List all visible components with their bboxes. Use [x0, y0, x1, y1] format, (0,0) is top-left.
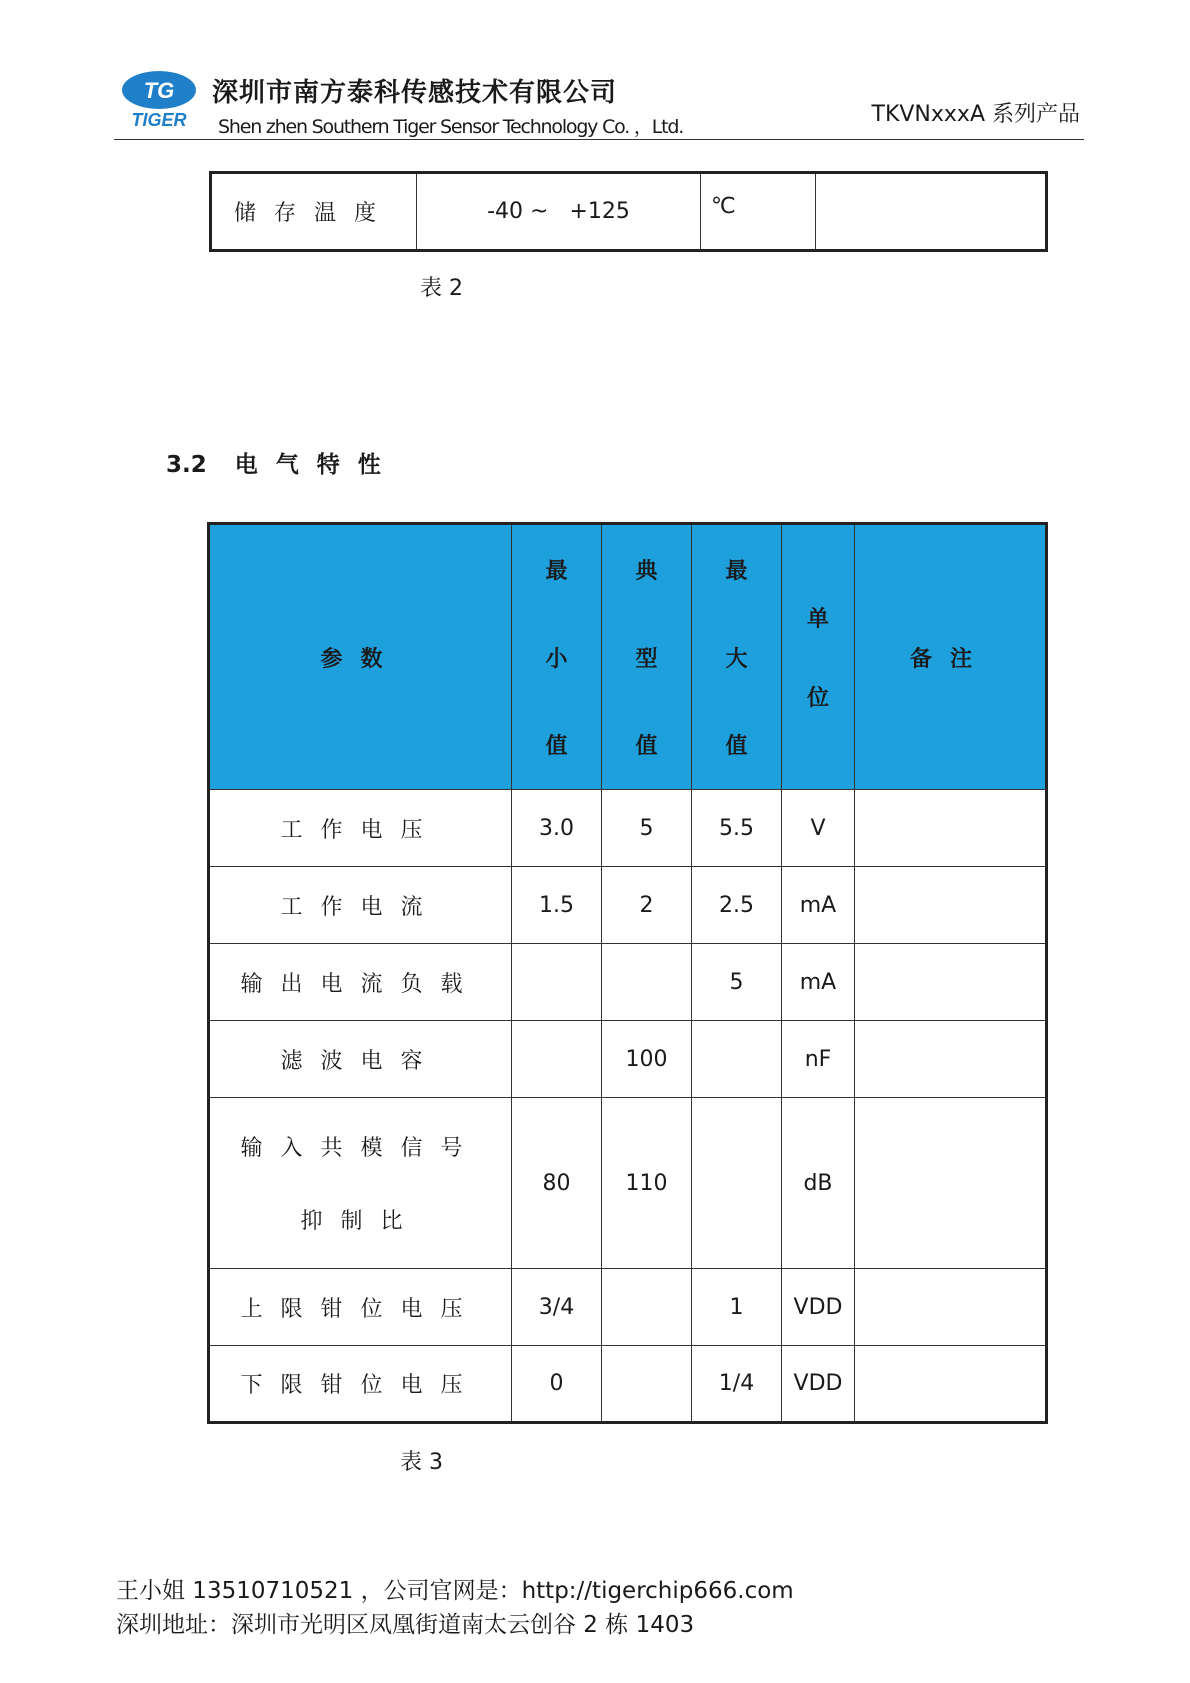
unit-cell: nF: [782, 1021, 855, 1098]
param-cell: 工作电压: [209, 790, 512, 867]
footer-address: 深圳地址：深圳市光明区凤凰街道南太云创谷 2 栋 1403: [116, 1612, 695, 1638]
min-cell: [512, 944, 602, 1021]
min-cell: 1.5: [512, 867, 602, 944]
section-number: 3.2: [166, 452, 207, 478]
unit-cell: dB: [782, 1098, 855, 1269]
typ-cell: [602, 944, 692, 1021]
svg-text:TIGER: TIGER: [131, 110, 187, 130]
table-row: [209, 1021, 1047, 1098]
typ-cell: 100: [602, 1021, 692, 1098]
electrical-characteristics-table: [207, 522, 1048, 1424]
section-heading: [166, 446, 399, 479]
param-cell: 输出电流负载: [209, 944, 512, 1021]
param-cell: 储存温度: [211, 173, 417, 251]
typ-cell: 5: [602, 790, 692, 867]
param-cell: 工作电流: [209, 867, 512, 944]
unit-cell: ℃: [701, 173, 816, 251]
param-line-1: 输入共模信号: [240, 1136, 481, 1161]
max-cell: [692, 1021, 782, 1098]
footer-contact: 王小姐 13510710521 ，公司官网是：http://tigerchip666.com: [116, 1578, 794, 1604]
table-header-row: [209, 524, 1047, 790]
header-min: 最 小 值: [512, 524, 602, 790]
unit-cell: mA: [782, 867, 855, 944]
value-cell: -40 ~ +125: [417, 173, 701, 251]
max-cell: [692, 1098, 782, 1269]
param-line-2: 抑制比: [300, 1209, 421, 1234]
header-param: 参数: [209, 524, 512, 790]
note-cell: [855, 790, 1047, 867]
note-cell: [855, 1346, 1047, 1423]
min-cell: 80: [512, 1098, 602, 1269]
header-typ: 典 型 值: [602, 524, 692, 790]
table-row: [211, 173, 1047, 251]
max-cell: 5: [692, 944, 782, 1021]
header-divider: [114, 139, 1084, 140]
param-cell: 滤波电容: [209, 1021, 512, 1098]
min-cell: 0: [512, 1346, 602, 1423]
table-caption: 表 3: [400, 1450, 443, 1475]
min-cell: [512, 1021, 602, 1098]
table-row: [209, 1346, 1047, 1423]
param-cell: 下限钳位电压: [209, 1346, 512, 1423]
unit-cell: mA: [782, 944, 855, 1021]
param-cell: 上限钳位电压: [209, 1269, 512, 1346]
typ-cell: 110: [602, 1098, 692, 1269]
typ-cell: [602, 1269, 692, 1346]
table-row: [209, 1098, 1047, 1269]
note-cell: [855, 1098, 1047, 1269]
max-cell: 1/4: [692, 1346, 782, 1423]
min-cell: 3.0: [512, 790, 602, 867]
tiger-logo: [116, 68, 202, 140]
unit-cell: VDD: [782, 1269, 855, 1346]
table-row: [209, 1269, 1047, 1346]
header-unit: 单 位: [782, 524, 855, 790]
table-row: [209, 790, 1047, 867]
note-cell: [855, 944, 1047, 1021]
company-name-cn: 深圳市南方泰科传感技术有限公司: [212, 78, 618, 108]
max-cell: 2.5: [692, 867, 782, 944]
section-title: 电气特性: [234, 452, 399, 478]
storage-temp-table: [209, 171, 1048, 252]
note-cell: [816, 173, 1047, 251]
product-line-label: TKVNxxxA 系列产品: [871, 102, 1080, 127]
table-caption: 表 2: [420, 276, 463, 301]
max-cell: 1: [692, 1269, 782, 1346]
min-cell: 3/4: [512, 1269, 602, 1346]
svg-text:TG: TG: [143, 78, 175, 103]
header-max: 最 大 值: [692, 524, 782, 790]
max-cell: 5.5: [692, 790, 782, 867]
typ-cell: 2: [602, 867, 692, 944]
header-note: 备注: [855, 524, 1047, 790]
table-row: [209, 867, 1047, 944]
param-cell: [209, 1098, 512, 1269]
unit-cell: VDD: [782, 1346, 855, 1423]
table-row: [209, 944, 1047, 1021]
unit-cell: V: [782, 790, 855, 867]
typ-cell: [602, 1346, 692, 1423]
note-cell: [855, 1269, 1047, 1346]
note-cell: [855, 1021, 1047, 1098]
note-cell: [855, 867, 1047, 944]
company-name-en: Shen zhen Southern Tiger Sensor Technology Co. ，Ltd.: [218, 116, 684, 138]
